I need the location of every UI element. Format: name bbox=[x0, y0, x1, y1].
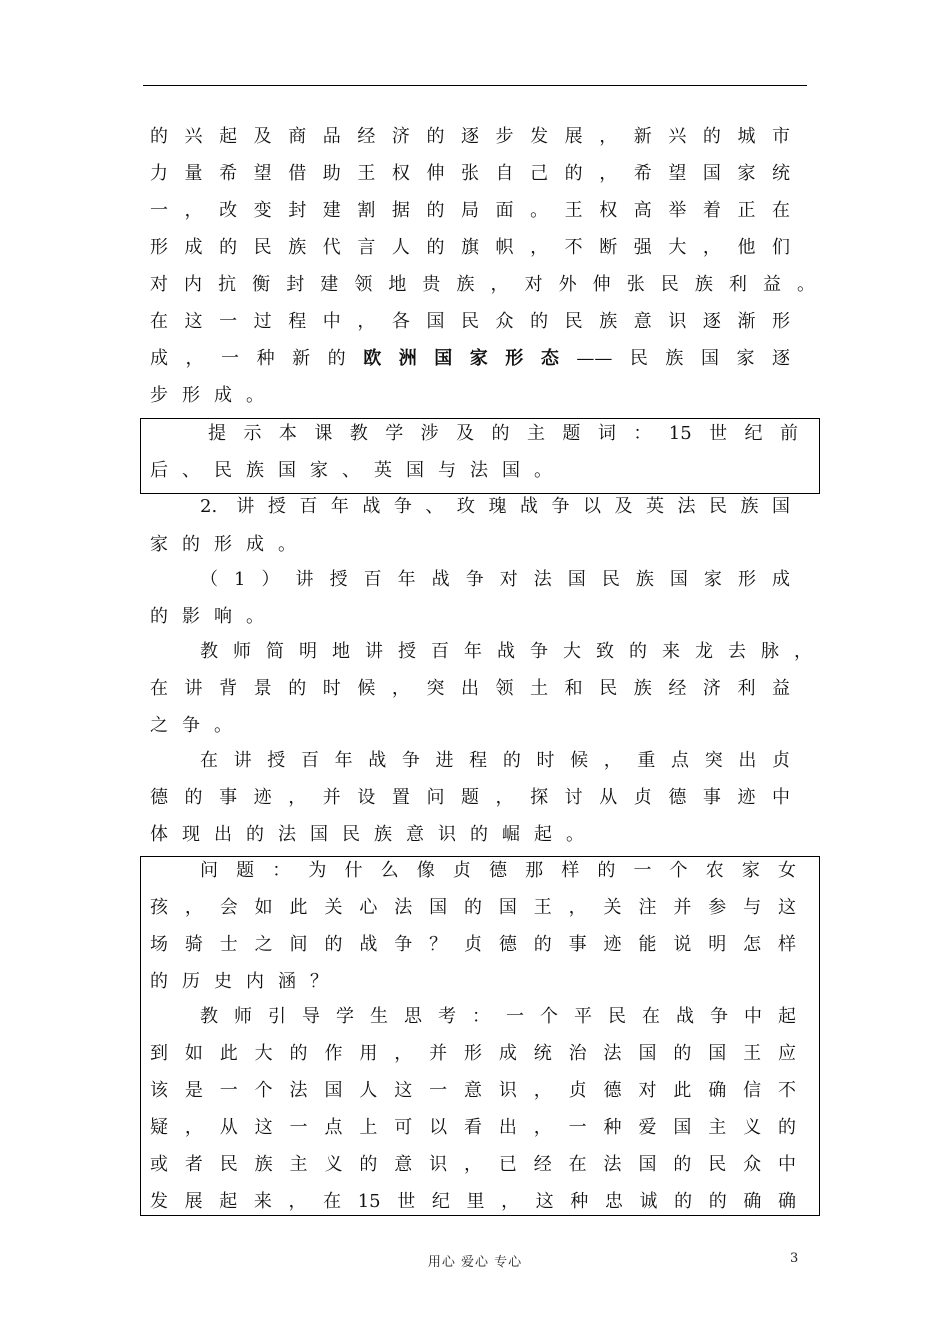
question-line: 的历史内涵？ bbox=[150, 971, 342, 992]
text-line: 在讲授百年战争进程的时候，重点突出贞 bbox=[200, 750, 790, 771]
text-line: 在这一过程中，各国民众的民族意识逐渐形 bbox=[150, 311, 790, 332]
text-line: 体现出的法国民族意识的崛起。 bbox=[150, 824, 598, 845]
answer-line: 教师引导学生思考：一个平民在战争中起 bbox=[200, 1006, 796, 1027]
text-line: 的兴起及商品经济的逐步发展，新兴的城市 bbox=[150, 126, 790, 147]
answer-line: 或者民族主义的意识，已经在法国的民众中 bbox=[150, 1154, 796, 1175]
question-line: 场骑士之间的战争？贞德的事迹能说明怎样 bbox=[150, 934, 796, 955]
section-heading: 2. 讲授百年战争、玫瑰战争以及英法民族国 bbox=[200, 496, 790, 517]
text-line: 教师简明地讲授百年战争大致的来龙去脉， bbox=[200, 641, 812, 662]
text-span: ——民族国家逐 bbox=[576, 348, 790, 369]
answer-line: 到如此大的作用，并形成统治法国的国王应 bbox=[150, 1043, 796, 1064]
text-line: 步形成。 bbox=[150, 385, 278, 406]
text-line: 之争。 bbox=[150, 715, 246, 736]
emphasis-term: 欧洲国家形态 bbox=[363, 348, 577, 369]
page-number: 3 bbox=[790, 1251, 799, 1266]
topic-words-line: 后、民族国家、英国与法国。 bbox=[150, 460, 566, 481]
text-line: 对内抗衡封建领地贵族，对外伸张民族利益。 bbox=[150, 274, 815, 295]
text-line: 在讲背景的时候，突出领土和民族经济利益 bbox=[150, 678, 790, 699]
text-line-with-emphasis bbox=[150, 348, 790, 372]
text-line: 形成的民族代言人的旗帜，不断强大，他们 bbox=[150, 237, 790, 258]
question-line: 孩，会如此关心法国的国王，关注并参与这 bbox=[150, 897, 796, 918]
answer-line: 发展起来，在15世纪里，这种忠诚的的确确 bbox=[150, 1191, 796, 1212]
text-line: 一，改变封建割据的局面。王权高举着正在 bbox=[150, 200, 790, 221]
subsection-heading: （1）讲授百年战争对法国民族国家形成 bbox=[200, 569, 790, 590]
header-rule bbox=[143, 85, 807, 86]
text-line: 家的形成。 bbox=[150, 534, 310, 555]
question-line: 问题：为什么像贞德那样的一个农家女 bbox=[200, 860, 796, 881]
answer-line: 疑，从这一点上可以看出，一种爱国主义的 bbox=[150, 1117, 796, 1138]
text-span: 成，一种新的 bbox=[150, 348, 364, 369]
text-line: 的影响。 bbox=[150, 606, 278, 627]
topic-words-line: 提示本课教学涉及的主题词：15世纪前 bbox=[208, 423, 798, 444]
page-footer: 用心 爱心 专心 bbox=[427, 1255, 523, 1270]
text-line: 德的事迹，并设置问题，探讨从贞德事迹中 bbox=[150, 787, 790, 808]
text-line: 力量希望借助王权伸张自己的，希望国家统 bbox=[150, 163, 790, 184]
answer-line: 该是一个法国人这一意识，贞德对此确信不 bbox=[150, 1080, 796, 1101]
